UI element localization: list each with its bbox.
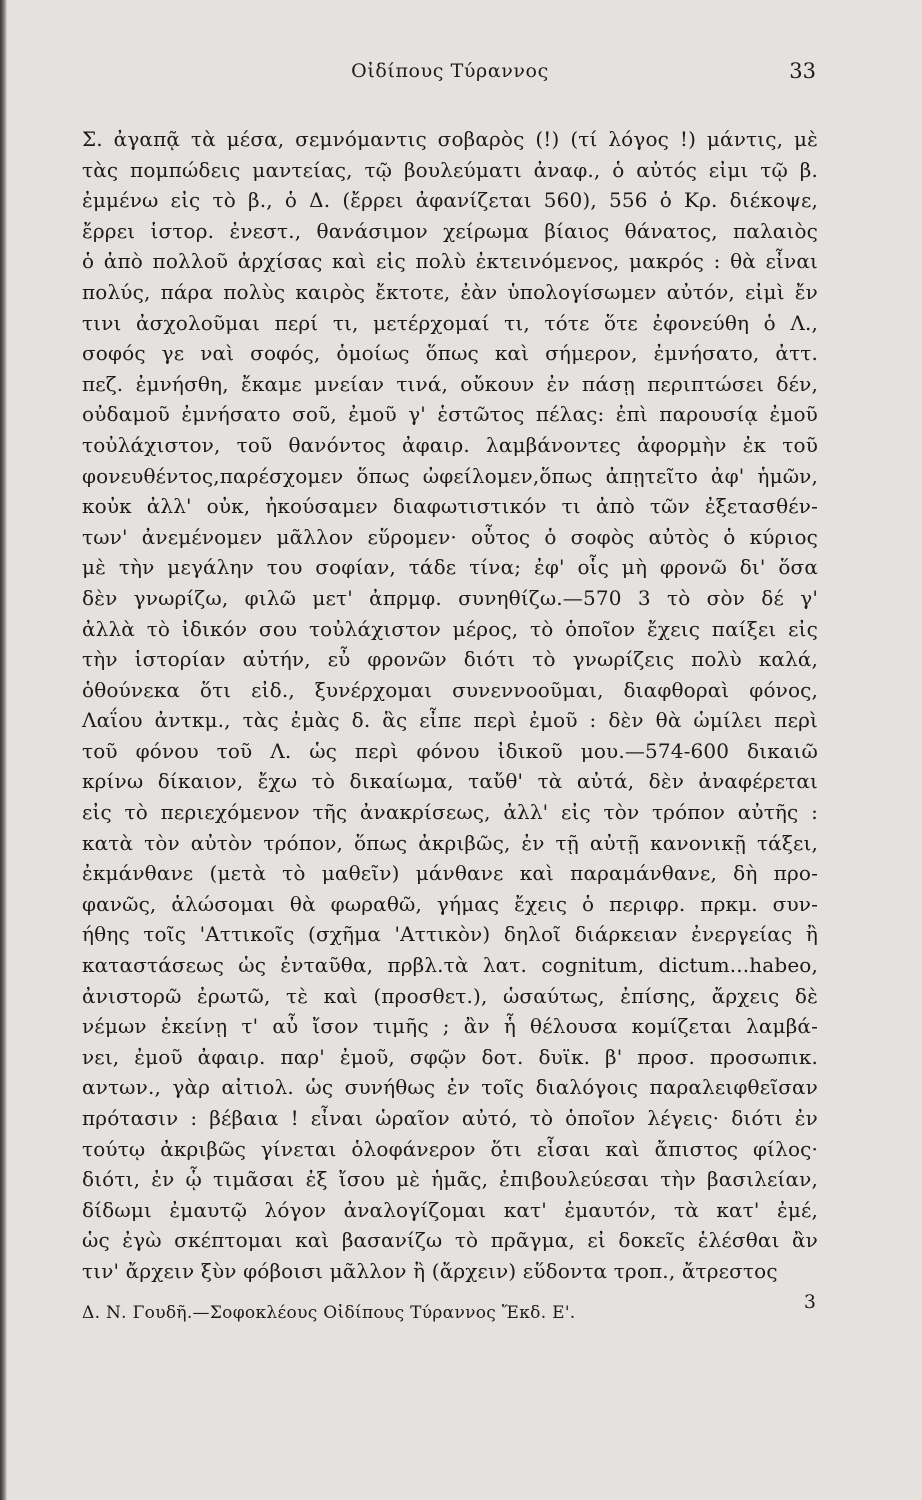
text-line: ὁ ἀπὸ πολλοῦ ἀρχίσας καὶ εἰς πολὺ ἐκτεινόμενος, μακρός : θὰ εἶναι bbox=[82, 249, 818, 274]
running-title: Οἰδίπους Τύραννος bbox=[351, 60, 549, 82]
text-line: ήθης τοῖς 'Αττικοῖς (σχῆμα 'Αττικὸν) δηλοῖ διάρκειαν ἐνεργείας ἢ bbox=[82, 922, 818, 947]
text-line: τὰς πομπώδεις μαντείας, τῷ βουλεύματι ἀναφ., ὁ αὐτός εἰμι τῷ β. bbox=[82, 157, 818, 182]
publisher-line: Δ. Ν. Γουδῆ.—Σοφοκλέους Οἰδίπους Τύραννος Ἔκδ. Ε'. bbox=[82, 1302, 576, 1323]
text-line: τούτῳ ἀκριβῶς γίνεται ὁλοφάνερον ὅτι εἶσαι καὶ ἄπιστος φίλος· bbox=[82, 1136, 818, 1161]
text-line: ἐκμάνθανε (μετὰ τὸ μαθεῖν) μάνθανε καὶ παραμάνθανε, δὴ προ- bbox=[82, 861, 818, 886]
text-line: πρότασιν : βέβαια ! εἶναι ὡραῖον αὐτό, τὸ ὁποῖον λέγεις· διότι ἐν bbox=[82, 1106, 818, 1130]
text-line: τοὐλάχιστον, τοῦ θανόντος ἀφαιρ. λαμβάνοντες ἀφορμὴν ἐκ τοῦ bbox=[82, 432, 818, 457]
text-line: ἔρρει ἱστορ. ἐνεστ., θανάσιμον χείρωμα βίαιος θάνατος, παλαιὸς bbox=[82, 218, 818, 243]
page-footer bbox=[82, 1290, 818, 1333]
text-line: τινι ἀσχολοῦμαι περί τι, μετέρχομαί τι, τότε ὅτε ἐφονεύθη ὁ Λ., bbox=[82, 310, 818, 335]
running-head bbox=[82, 54, 818, 98]
text-line: Σ. ἀγαπᾷ τὰ μέσα, σεμνόμαντις σοβαρὸς (!) (τί λόγος !) μάντις, μὲ bbox=[82, 127, 818, 151]
text-line: κατὰ τὸν αὐτὸν τρόπον, ὅπως ἀκριβῶς, ἐν τῇ αὐτῇ κανονικῇ τάξει, bbox=[82, 830, 818, 855]
page-number: 33 bbox=[789, 59, 816, 83]
text-line: ἀλλὰ τὸ ἰδικόν σου τοὐλάχιστον μέρος, τὸ ὁποῖον ἔχεις παίξει εἰς bbox=[82, 616, 818, 641]
text-line: τοῦ φόνου τοῦ Λ. ὡς περὶ φόνου ἰδικοῦ μου.—574-600 δικαιῶ bbox=[82, 738, 818, 763]
book-page bbox=[82, 54, 818, 1454]
text-line: μὲ τὴν μεγάλην του σοφίαν, τάδε τίνα; ἐφ' οἷς μὴ φρονῶ δι' ὅσα bbox=[82, 555, 818, 580]
signature-mark: 3 bbox=[803, 1290, 816, 1313]
text-line: φανῶς, ἁλώσομαι θὰ φωραθῶ, γήμας ἔχεις ὁ περιφρ. πρκμ. συν- bbox=[82, 891, 818, 916]
text-line: αντων., γὰρ αἰτιολ. ὡς συνήθως ἐν τοῖς διαλόγοις παραλειφθεῖσαν bbox=[82, 1075, 818, 1100]
text-line: καταστάσεως ὡς ἐνταῦθα, πρβλ.τὰ λατ. cognitum, dictum...habeo, bbox=[82, 953, 818, 978]
text-line: σοφός γε ναὶ σοφός, ὁμοίως ὅπως καὶ σήμερον, ἐμνήσατο, ἀττ. bbox=[82, 341, 818, 366]
binding-edge bbox=[0, 0, 7, 1500]
text-line: εἰς τὸ περιεχόμενον τῆς ἀνακρίσεως, ἀλλ' εἰς τὸν τρόπον αὐτῆς : bbox=[82, 800, 818, 825]
text-line: νέμων ἐκείνῃ τ' αὖ ἴσον τιμῆς ; ἂν ἧ θέλουσα κομίζεται λαμβά- bbox=[82, 1014, 818, 1039]
text-line: πεζ. ἐμνήσθη, ἔκαμε μνείαν τινά, οὔκουν ἐν πάσῃ περιπτώσει δέν, bbox=[82, 371, 818, 396]
text-line: πολύς, πάρα πολὺς καιρὸς ἔκτοτε, ἐὰν ὑπολογίσωμεν αὐτόν, εἰμὶ ἔν bbox=[82, 279, 818, 304]
text-line: τὴν ἱστορίαν αὐτήν, εὖ φρονῶν διότι τὸ γνωρίζεις πολὺ καλά, bbox=[82, 647, 818, 672]
text-line: των' ἀνεμένομεν μᾶλλον εὕρομεν· οὗτος ὁ σοφὸς αὐτὸς ὁ κύριος bbox=[82, 524, 818, 549]
text-line: νει, ἐμοῦ ἀφαιρ. παρ' ἐμοῦ, σφῷν δοτ. δυϊκ. β' προσ. προσωπικ. bbox=[82, 1044, 818, 1069]
text-line: ἐμμένω εἰς τὸ β., ὁ Δ. (ἔρρει ἀφανίζεται 560), 556 ὁ Κρ. διέκοψε, bbox=[82, 188, 818, 213]
text-line: δίδωμι ἐμαυτῷ λόγον ἀναλογίζομαι κατ' ἐμαυτόν, τὰ κατ' ἐμέ, bbox=[82, 1197, 818, 1222]
text-line: φονευθέντος,παρέσχομεν ὅπως ὠφείλομεν,ὅπως ἀπῃτεῖτο ἀφ' ἡμῶν, bbox=[82, 463, 818, 488]
text-line: ὡς ἐγὼ σκέπτομαι καὶ βασανίζω τὸ πρᾶγμα, εἰ δοκεῖς ἑλέσθαι ἂν bbox=[82, 1228, 818, 1253]
text-line: ὁθούνεκα ὅτι εἰδ., ξυνέρχομαι συνεννοοῦμαι, διαφθοραὶ φόνος, bbox=[82, 677, 818, 702]
text-line: ἀνιστορῶ ἐρωτῶ, τὲ καὶ (προσθετ.), ὡσαύτως, ἐπίσης, ἄρχεις δὲ bbox=[82, 983, 818, 1008]
commentary-text bbox=[82, 124, 818, 1287]
text-line: τιν' ἄρχειν ξὺν φόβοισι μᾶλλον ἢ (ἄρχειν) εὕδοντα τροπ., ἄτρεστος bbox=[82, 1258, 778, 1283]
text-line: δὲν γνωρίζω, φιλῶ μετ' ἀπρμφ. συνηθίζω.—570 3 τὸ σὸν δέ γ' bbox=[82, 585, 818, 610]
text-line: Λαΐου ἀντκμ., τὰς ἐμὰς δ. ἃς εἶπε περὶ ἐμοῦ : δὲν θὰ ὡμίλει περὶ bbox=[82, 708, 818, 733]
text-line: κοὐκ ἀλλ' οὐκ, ἠκούσαμεν διαφωτιστικόν τι ἀπὸ τῶν ἐξετασθέν- bbox=[82, 494, 818, 519]
text-line: διότι, ἐν ᾧ τιμᾶσαι ἐξ ἴσου μὲ ἡμᾶς, ἐπιβουλεύεσαι τὴν βασιλείαν, bbox=[82, 1167, 818, 1192]
text-line: οὐδαμοῦ ἐμνήσατο σοῦ, ἐμοῦ γ' ἑστῶτος πέλας: ἐπὶ παρουσίᾳ ἐμοῦ bbox=[82, 402, 818, 427]
text-line: κρίνω δίκαιον, ἔχω τὸ δικαίωμα, ταὔθ' τὰ αὐτά, δὲν ἀναφέρεται bbox=[82, 769, 818, 794]
